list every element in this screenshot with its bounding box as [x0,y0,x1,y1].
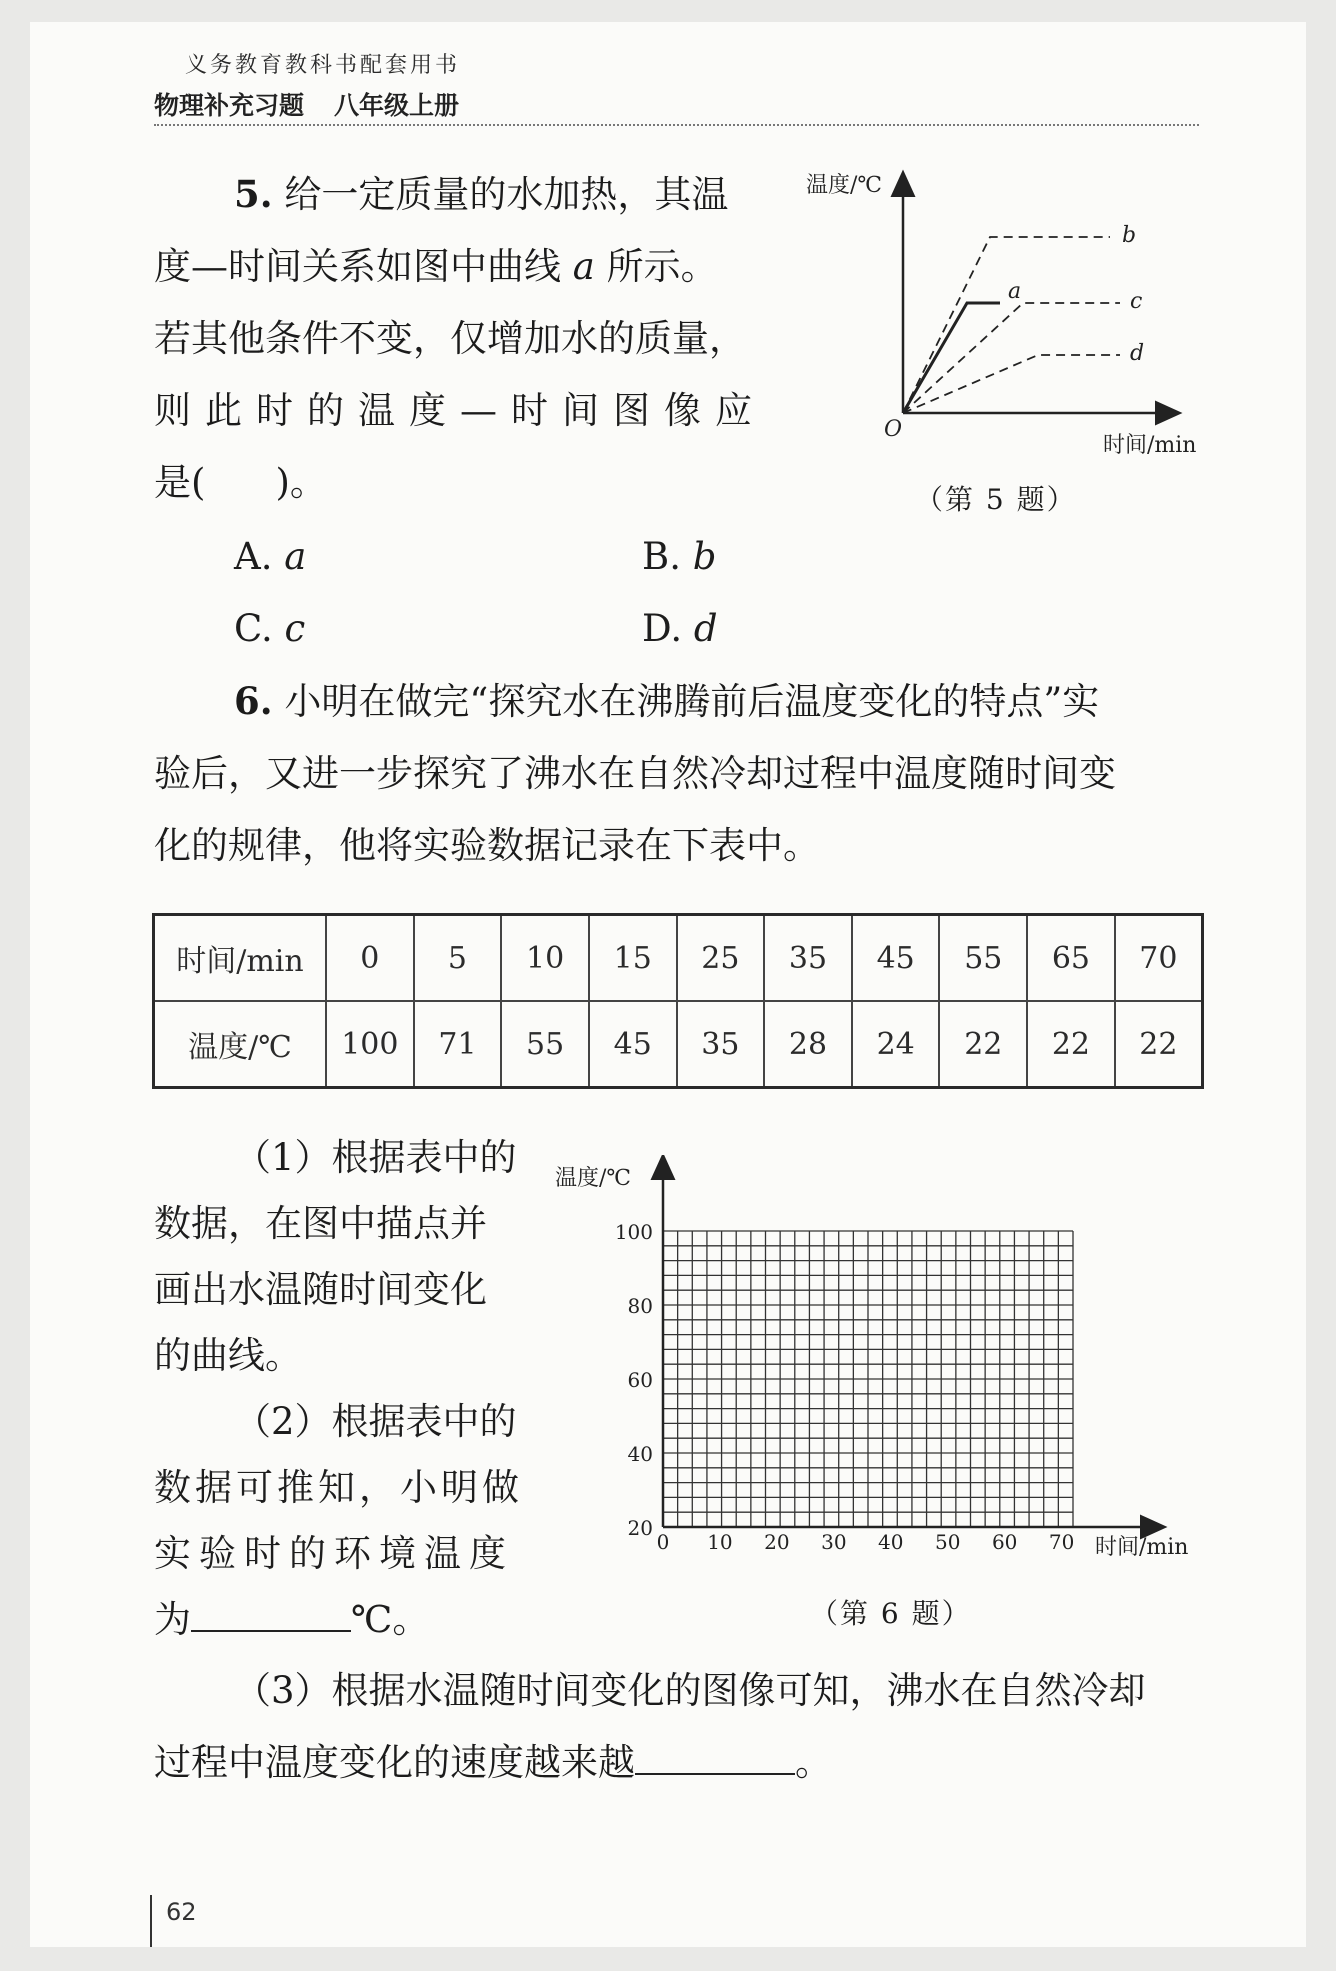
time-cell: 0 [326,915,414,1002]
book-title [154,86,459,122]
q6-x-ticks [657,1530,1075,1554]
q6-x-label: 时间/min [1095,1535,1189,1560]
question-6-grid [555,1155,1215,1575]
option-b[interactable]: B. b [642,535,717,578]
question-6-caption: （第 6 题） [810,1597,972,1630]
y-tick-label: 80 [627,1294,653,1318]
option-a[interactable]: A. a [234,535,307,578]
time-cell: 25 [677,915,765,1002]
sub-question-3: （3）根据水温随时间变化的图像可知，沸水在自然冷却 过程中温度变化的速度越来越 。 [154,1669,1146,1784]
question-5-caption: （第 5 题） [915,483,1077,516]
curve-d-label: d [1130,341,1145,366]
time-cell: 45 [852,915,940,1002]
question-5-figure [800,160,1220,460]
data-table [152,913,1204,1089]
question-6-number: 6. [234,679,273,723]
x-tick-label: 30 [821,1530,847,1554]
series-title: 义务教育教科书配套用书 [185,53,461,78]
curve-c-label: c [1130,289,1143,314]
header-divider [154,124,1199,126]
speed-trend-blank[interactable] [635,1743,795,1775]
curve-a [903,303,1000,413]
y-tick-label: 100 [614,1220,653,1244]
x-tick-label: 0 [656,1530,670,1554]
question-5-number: 5. [234,172,273,216]
y-tick-label: 40 [627,1442,653,1466]
subject-name: 物理补充习题 [154,91,305,120]
q5-origin: O [884,417,903,442]
ambient-temp-blank[interactable] [191,1600,351,1632]
curve-d [903,355,1120,413]
q6-y-label: 温度/℃ [555,1166,632,1191]
time-cell: 10 [501,915,589,1002]
temperature-row [154,1001,1203,1088]
time-cell: 70 [1115,915,1203,1002]
temperature-cell: 35 [677,1001,765,1088]
temperature-cell: 22 [939,1001,1027,1088]
q5-x-label: 时间/min [1103,433,1197,458]
time-cell: 65 [1027,915,1115,1002]
time-cell: 55 [939,915,1027,1002]
y-tick-label: 60 [627,1368,653,1392]
grade-name: 八年级上册 [334,91,460,120]
question-5-text: 5. 给一定质量的水加热，其温 度—时间关系如图中曲线 a 所示。 若其他条件不变，仅增加水的质量， 则此时的温度—时间图像应 是( )。 [154,172,766,504]
temperature-cell: 28 [764,1001,852,1088]
sub-questions-1-2: （1）根据表中的 数据，在图中描点并 画出水温随时间变化 的曲线。 （2）根据表中的 数据可推知，小明做 实验时的环境温度 为 ℃。 [154,1136,523,1641]
temperature-cell: 71 [414,1001,502,1088]
page-number: 62 [166,1898,197,1926]
x-tick-label: 50 [934,1530,961,1554]
temperature-cell: 100 [326,1001,414,1088]
temperature-cell: 22 [1115,1001,1203,1088]
x-tick-label: 60 [991,1530,1018,1554]
time-row [154,915,1203,1002]
x-tick-label: 20 [764,1530,790,1554]
time-cell: 5 [414,915,502,1002]
question-6-text: 6. 小明在做完“探究水在沸腾前后温度变化的特点”实 验后，又进一步探究了沸水在自然冷却过程中温度随时间变 化的规律，他将实验数据记录在下表中。 [154,679,1116,867]
curve-a-label: a [1008,279,1022,304]
time-cell: 15 [589,915,677,1002]
time-row-header: 时间/min [154,915,327,1002]
q6-y-ticks [615,1220,653,1540]
temperature-row-header: 温度/℃ [154,1001,327,1088]
x-tick-label: 70 [1048,1530,1075,1554]
time-cell: 35 [764,915,852,1002]
curve-b-label: b [1122,223,1137,248]
q5-y-label: 温度/℃ [806,173,883,198]
page-number-bar [150,1895,152,1947]
y-tick-label: 20 [627,1516,653,1540]
x-tick-label: 40 [878,1530,904,1554]
temperature-cell: 22 [1027,1001,1115,1088]
temperature-cell: 24 [852,1001,940,1088]
x-tick-label: 10 [707,1530,733,1554]
temperature-cell: 55 [501,1001,589,1088]
grid-lines [663,1231,1073,1527]
temperature-cell: 45 [589,1001,677,1088]
option-c[interactable]: C. c [234,607,306,650]
option-d[interactable]: D. d [642,607,718,650]
curve-b [903,237,1110,413]
